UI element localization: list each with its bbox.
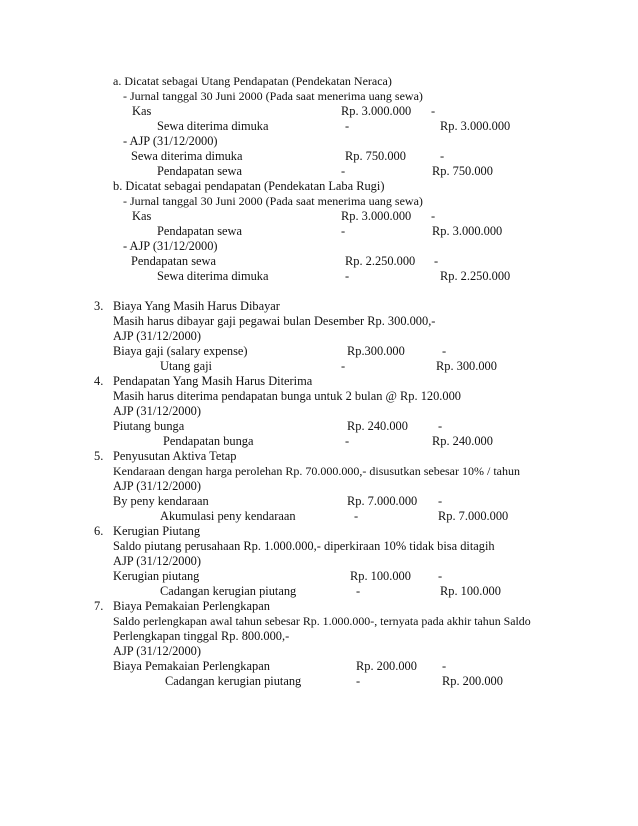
section-b-row4-credit: Rp. 2.250.000 (440, 269, 511, 283)
section-b-row3-account: Pendapatan sewa (131, 254, 216, 268)
item7-row1-debit: Rp. 200.000 (356, 659, 417, 673)
section-b-jurnal: - Jurnal tanggal 30 Juni 2000 (Pada saat menerima uang sewa) (123, 194, 423, 208)
item5-row2-debit: - (354, 509, 359, 523)
item7-row1-credit: - (442, 659, 447, 673)
item5-row1-debit: Rp. 7.000.000 (347, 494, 418, 508)
section-b-row1-debit: Rp. 3.000.000 (341, 209, 412, 223)
item7-row2-account: Cadangan kerugian piutang (165, 674, 302, 688)
section-b-row1-account: Kas (132, 209, 152, 223)
item4-row2-account: Pendapatan bunga (163, 434, 254, 448)
section-b-row4-account: Sewa diterima dimuka (157, 269, 269, 283)
item5-desc: Kendaraan dengan harga perolehan Rp. 70.000.000,- disusutkan sebesar 10% / tahun (113, 464, 520, 478)
section-b-heading: b. Dicatat sebagai pendapatan (Pendekatan Laba Rugi) (113, 179, 385, 193)
item6-row2-account: Cadangan kerugian piutang (160, 584, 297, 598)
item3-title: Biaya Yang Masih Harus Dibayar (113, 299, 280, 313)
item5-number: 5. (94, 449, 104, 463)
item4-row1-debit: Rp. 240.000 (347, 419, 408, 433)
item3-ajp: AJP (31/12/2000) (113, 329, 201, 343)
item7-row2-credit: Rp. 200.000 (442, 674, 503, 688)
section-a-row3-debit: Rp. 750.000 (345, 149, 406, 163)
item6-row2-credit: Rp. 100.000 (440, 584, 501, 598)
item7-desc-line2: Perlengkapan tinggal Rp. 800.000,- (113, 629, 290, 643)
item7-title: Biaya Pemakaian Perlengkapan (113, 599, 270, 613)
section-a-jurnal: - Jurnal tanggal 30 Juni 2000 (Pada saat menerima uang sewa) (123, 89, 423, 103)
item7-row2-debit: - (356, 674, 361, 688)
item7-row1-account: Biaya Pemakaian Perlengkapan (113, 659, 270, 673)
item6-desc: Saldo piutang perusahaan Rp. 1.000.000,- diperkiraan 10% tidak bisa ditagih (113, 539, 495, 553)
item5-row1-credit: - (438, 494, 443, 508)
item6-row1-credit: - (438, 569, 443, 583)
section-a-row1-debit: Rp. 3.000.000 (341, 104, 412, 118)
item7-ajp: AJP (31/12/2000) (113, 644, 201, 658)
section-a-heading: a. Dicatat sebagai Utang Pendapatan (Pendekatan Neraca) (113, 74, 392, 88)
item6-row2-debit: - (356, 584, 361, 598)
item6-row1-debit: Rp. 100.000 (350, 569, 411, 583)
item4-row1-account: Piutang bunga (113, 419, 185, 433)
section-a-row2-account: Sewa diterima dimuka (157, 119, 269, 133)
item5-title: Penyusutan Aktiva Tetap (113, 449, 237, 463)
section-a-row4-account: Pendapatan sewa (157, 164, 242, 178)
item5-row1-account: By peny kendaraan (113, 494, 209, 508)
item3-row1-debit: Rp.300.000 (347, 344, 405, 358)
section-a-row3-account: Sewa diterima dimuka (131, 149, 243, 163)
item3-row1-account: Biaya gaji (salary expense) (113, 344, 248, 358)
item4-desc: Masih harus diterima pendapatan bunga untuk 2 bulan @ Rp. 120.000 (113, 389, 461, 403)
section-a-row2-credit: Rp. 3.000.000 (440, 119, 511, 133)
section-b-ajp: - AJP (31/12/2000) (123, 239, 218, 253)
section-a-row2-debit: - (345, 119, 350, 133)
item4-row2-debit: - (345, 434, 350, 448)
item3-desc: Masih harus dibayar gaji pegawai bulan Desember Rp. 300.000,- (113, 314, 436, 328)
item4-row1-credit: - (438, 419, 443, 433)
item4-row2-credit: Rp. 240.000 (432, 434, 493, 448)
section-b-row1-credit: - (431, 209, 436, 223)
section-b-row4-debit: - (345, 269, 350, 283)
item5-row2-credit: Rp. 7.000.000 (438, 509, 509, 523)
item3-row1-credit: - (442, 344, 447, 358)
section-a-row1-credit: - (431, 104, 436, 118)
item5-row2-account: Akumulasi peny kendaraan (160, 509, 296, 523)
item3-row2-credit: Rp. 300.000 (436, 359, 497, 373)
section-a-ajp: - AJP (31/12/2000) (123, 134, 218, 148)
section-b-row2-account: Pendapatan sewa (157, 224, 242, 238)
item4-title: Pendapatan Yang Masih Harus Diterima (113, 374, 313, 388)
section-b-row2-debit: - (341, 224, 346, 238)
section-a-row4-credit: Rp. 750.000 (432, 164, 493, 178)
item3-row2-debit: - (341, 359, 346, 373)
section-a-row1-account: Kas (132, 104, 152, 118)
item6-number: 6. (94, 524, 104, 538)
item5-ajp: AJP (31/12/2000) (113, 479, 201, 493)
item7-number: 7. (94, 599, 104, 613)
item7-desc-line1: Saldo perlengkapan awal tahun sebesar Rp. 1.000.000-, ternyata pada akhir tahun Saldo (113, 614, 531, 628)
item3-number: 3. (94, 299, 104, 313)
section-a-row3-credit: - (440, 149, 445, 163)
item4-number: 4. (94, 374, 104, 388)
item6-ajp: AJP (31/12/2000) (113, 554, 201, 568)
section-b-row2-credit: Rp. 3.000.000 (432, 224, 503, 238)
item4-ajp: AJP (31/12/2000) (113, 404, 201, 418)
item6-row1-account: Kerugian piutang (113, 569, 200, 583)
item6-title: Kerugian Piutang (113, 524, 201, 538)
section-b-row3-credit: - (434, 254, 439, 268)
section-b-row3-debit: Rp. 2.250.000 (345, 254, 416, 268)
item3-row2-account: Utang gaji (160, 359, 212, 373)
section-a-row4-debit: - (341, 164, 346, 178)
